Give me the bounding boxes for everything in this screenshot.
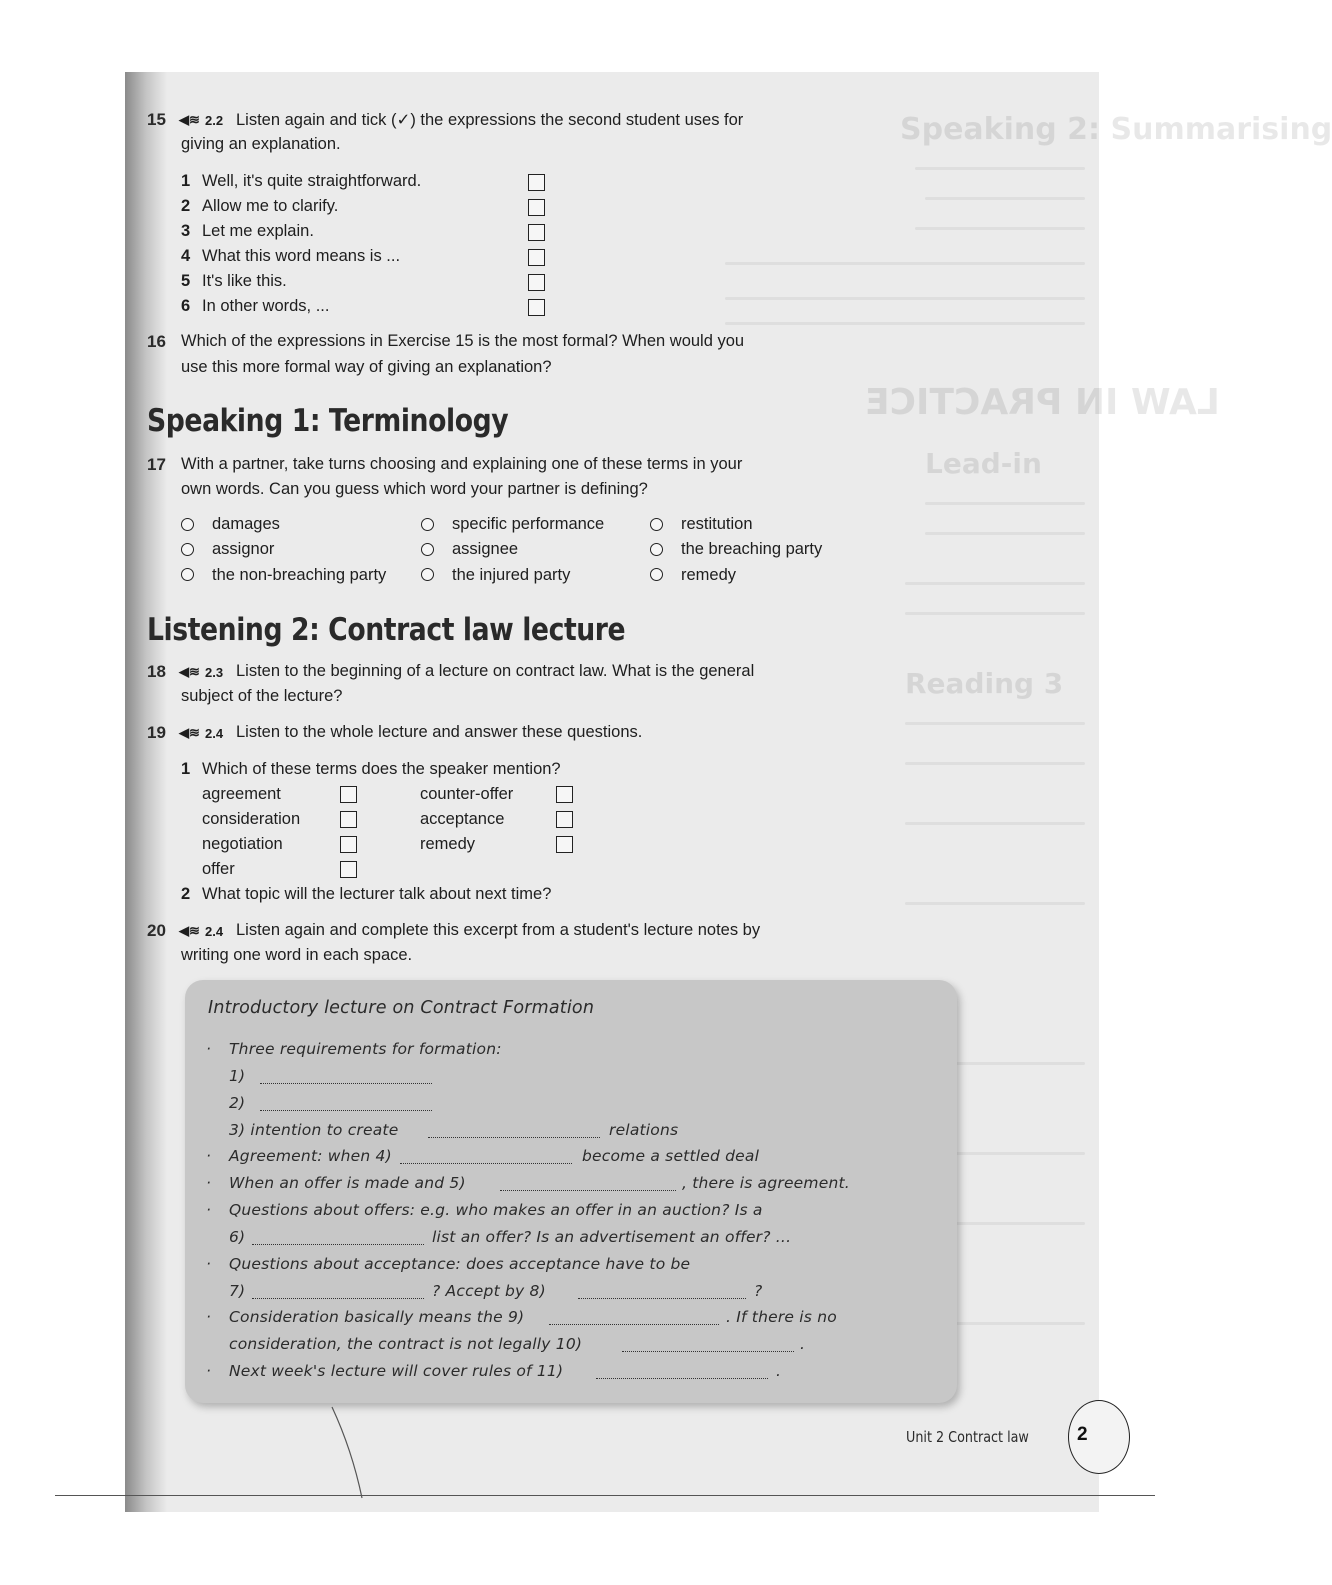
notes-line: 2) [229,1094,246,1112]
notes-line: 7) [229,1282,246,1300]
expression-text: Let me explain. [202,222,314,240]
bullet: · [206,1201,212,1219]
term-radio[interactable] [421,568,434,581]
term-radio[interactable] [421,543,434,556]
term-radio[interactable] [650,543,663,556]
notes-line: , there is agreement. [682,1174,850,1192]
notes-line: relations [609,1121,679,1139]
answer-blank[interactable] [622,1351,794,1352]
exercise-number: 17 [147,455,166,474]
answer-blank[interactable] [500,1190,676,1191]
term-label: offer [202,860,235,878]
question-number: 2 [181,885,191,903]
notes-line: 1) [229,1067,246,1085]
instruction-text: writing one word in each space. [181,946,413,964]
answer-blank[interactable] [400,1163,572,1164]
answer-blank[interactable] [260,1083,432,1084]
question-number: 1 [181,760,191,778]
bullet: · [206,1308,212,1326]
expression-text: What this word means is ... [202,247,401,265]
term-label: assignee [452,540,519,558]
unit-footer: Unit 2 Contract law [906,1428,1029,1446]
speaker-icon: ◀≋ [179,725,200,740]
audio-track: 2.4 [205,924,224,939]
bullet: · [206,1255,212,1273]
notes-title: Introductory lecture on Contract Formation [208,998,595,1018]
expression-text: It's like this. [202,272,287,290]
term-label: counter-offer [420,785,514,803]
term-label: the breaching party [681,540,823,558]
tick-box[interactable] [528,274,545,291]
speaker-icon: ◀≋ [179,923,200,938]
tick-box[interactable] [556,811,573,828]
speaker-icon: ◀≋ [179,664,200,679]
exercise-number: 19 [147,723,166,742]
page-crease [330,1405,366,1500]
answer-blank[interactable] [252,1244,424,1245]
bullet: · [206,1362,212,1380]
bullet: · [206,1174,212,1192]
notes-line: consideration, the contract is not legally 10) [229,1335,583,1353]
show-through-heading: Lead-in [925,447,1042,480]
notes-line: Three requirements for formation: [229,1040,502,1058]
notes-line: Consideration basically means the 9) [229,1308,525,1326]
tick-box[interactable] [340,786,357,803]
answer-blank[interactable] [428,1137,600,1138]
tick-box[interactable] [556,786,573,803]
answer-blank[interactable] [578,1298,746,1299]
tick-box[interactable] [528,174,545,191]
section-heading: Speaking 1: Terminology [147,403,509,439]
answer-blank[interactable] [549,1324,719,1325]
instruction-text: Listen again and complete this excerpt from a student's lecture notes by [236,921,761,939]
exercise-number: 16 [147,332,166,351]
notes-line: 3) intention to create [229,1121,399,1139]
audio-track: 2.3 [205,665,224,680]
show-through-heading: Reading 3 [905,667,1064,700]
term-radio[interactable] [181,518,194,531]
instruction-text: Listen to the whole lecture and answer these questions. [236,723,643,741]
term-label: consideration [202,810,301,828]
notes-line: Questions about acceptance: does acceptance have to be [229,1255,691,1273]
exercise-number: 20 [147,921,166,940]
instruction-text: use this more formal way of giving an explanation? [181,358,552,376]
instruction-text: Listen to the beginning of a lecture on contract law. What is the general [236,662,755,680]
tick-box[interactable] [340,811,357,828]
answer-blank[interactable] [252,1298,424,1299]
tick-box[interactable] [528,224,545,241]
answer-blank[interactable] [260,1110,432,1111]
speaker-icon: ◀≋ [179,112,200,127]
notes-line: Agreement: when 4) [229,1147,392,1165]
term-label: assignor [212,540,275,558]
question-text: What topic will the lecturer talk about next time? [202,885,552,903]
item-number: 4 [181,247,191,265]
tick-box[interactable] [556,836,573,853]
show-through-heading: LAW IN PRACTICE [865,382,1220,423]
notes-line: ? Accept by 8) [432,1282,546,1300]
tick-box[interactable] [528,249,545,266]
term-radio[interactable] [181,568,194,581]
term-radio[interactable] [650,518,663,531]
notes-line: Next week's lecture will cover rules of 11) [229,1362,564,1380]
notes-line: . [800,1335,806,1353]
expression-text: Well, it's quite straightforward. [202,172,422,190]
notes-line: ? [754,1282,763,1300]
term-label: agreement [202,785,281,803]
item-number: 1 [181,172,191,190]
page-spine-shadow [125,72,167,1512]
instruction-text: Listen again and tick (✓) the expressions the second student uses for [236,111,744,129]
notes-line: . If there is no [726,1308,837,1326]
bullet: · [206,1147,212,1165]
question-text: Which of these terms does the speaker mention? [202,760,561,778]
tick-box[interactable] [528,299,545,316]
notes-line: Questions about offers: e.g. who makes an offer in an auction? Is a [229,1201,763,1219]
term-label: remedy [681,566,737,584]
show-through-heading: Speaking 2: Summarising [900,112,1332,147]
term-label: negotiation [202,835,283,853]
term-label: damages [212,515,280,533]
scan-bottom-rule [55,1495,1155,1496]
term-label: remedy [420,835,476,853]
page-number: 2 [1077,1424,1088,1445]
audio-track: 2.4 [205,726,224,741]
instruction-text: subject of the lecture? [181,687,343,705]
tick-box[interactable] [340,836,357,853]
item-number: 5 [181,272,191,290]
notes-line: become a settled deal [582,1147,760,1165]
tick-box[interactable] [340,861,357,878]
term-label: restitution [681,515,753,533]
notes-line: When an offer is made and 5) [229,1174,466,1192]
item-number: 3 [181,222,191,240]
term-radio[interactable] [181,543,194,556]
item-number: 6 [181,297,191,315]
audio-track: 2.2 [205,113,224,128]
instruction-text: own words. Can you guess which word your partner is defining? [181,480,648,498]
instruction-text: Which of the expressions in Exercise 15 is the most formal? When would you [181,332,745,350]
term-label: acceptance [420,810,505,828]
term-label: specific performance [452,515,605,533]
expression-text: Allow me to clarify. [202,197,339,215]
section-heading: Listening 2: Contract law lecture [147,612,626,648]
term-label: the injured party [452,566,571,584]
notes-line: . [776,1362,782,1380]
tick-box[interactable] [528,199,545,216]
exercise-number: 15 [147,110,166,129]
instruction-text: giving an explanation. [181,135,341,153]
item-number: 2 [181,197,191,215]
expression-text: In other words, ... [202,297,330,315]
term-label: the non-breaching party [212,566,387,584]
notes-line: list an offer? Is an advertisement an offer? ... [432,1228,792,1246]
term-radio[interactable] [421,518,434,531]
instruction-text: With a partner, take turns choosing and explaining one of these terms in your [181,455,743,473]
bullet: · [206,1040,212,1058]
term-radio[interactable] [650,568,663,581]
answer-blank[interactable] [596,1378,768,1379]
exercise-number: 18 [147,662,166,681]
notes-line: 6) [229,1228,246,1246]
